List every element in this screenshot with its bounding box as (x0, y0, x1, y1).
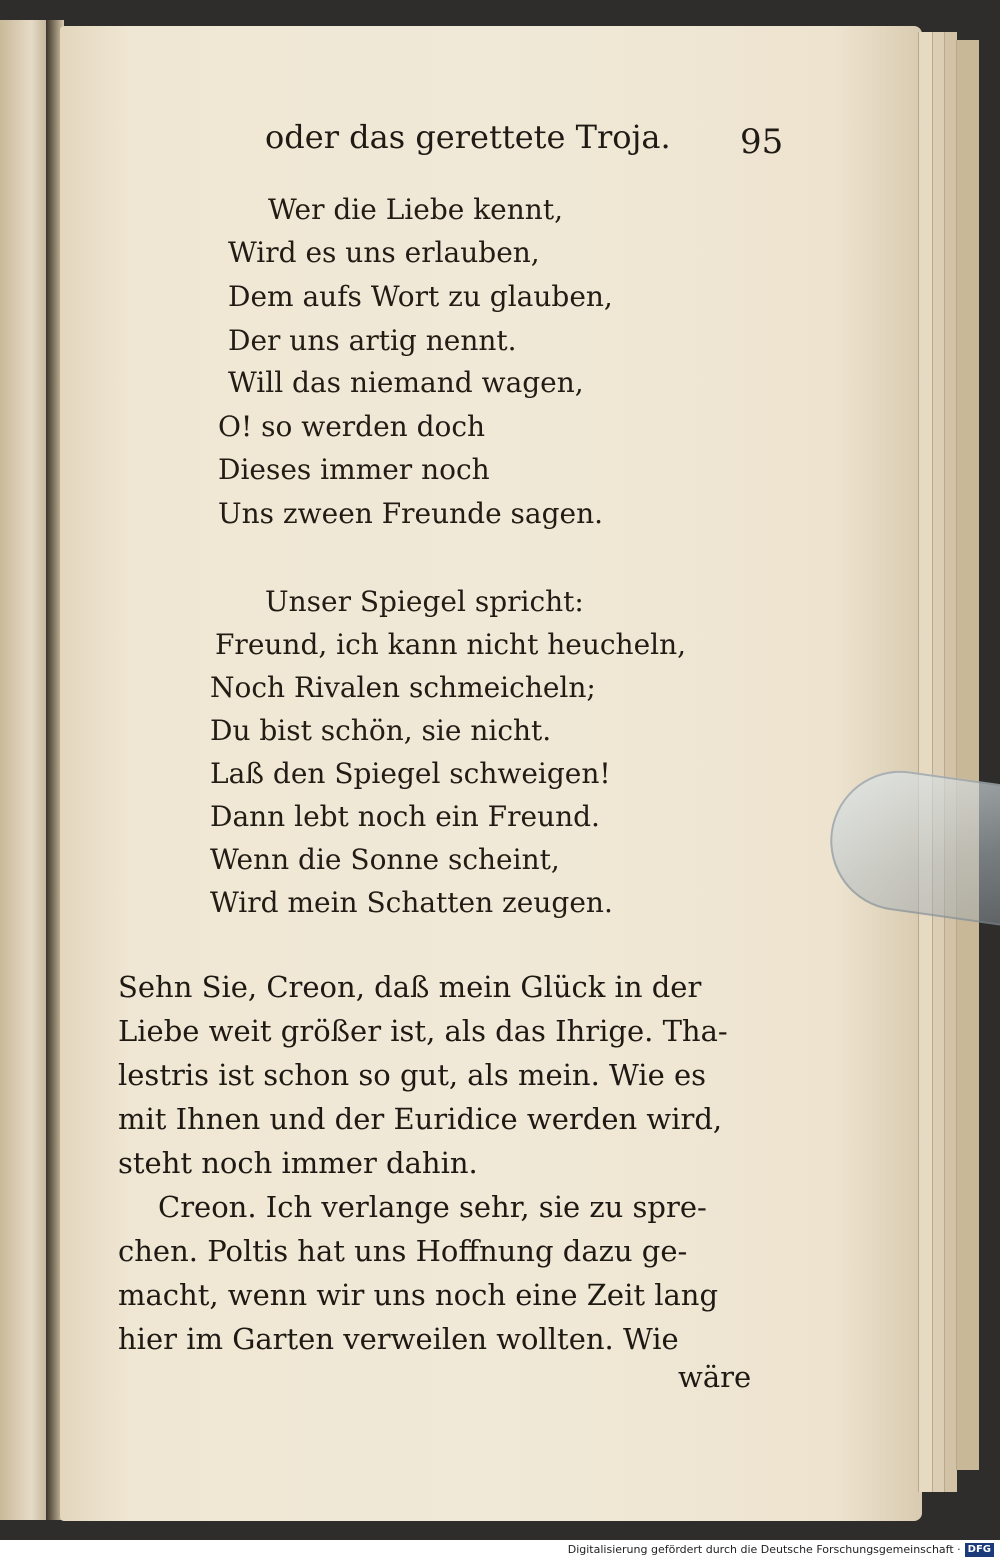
book-cover-edge (956, 40, 979, 1470)
verse-line: Der uns artig nennt. (228, 324, 517, 357)
footer-credit: Digitalisierung gefördert durch die Deutsche Forschungsgemeinschaft · (567, 1543, 961, 1556)
prose-line: chen. Poltis hat uns Hoffnung dazu ge- (118, 1234, 688, 1268)
verse-line: Will das niemand wagen, (228, 366, 584, 399)
verse-line: Du bist schön, sie nicht. (210, 714, 552, 747)
verse-line: Uns zween Freunde sagen. (218, 497, 604, 530)
verse-line: Dieses immer noch (218, 453, 490, 486)
verse-line: Freund, ich kann nicht heucheln, (215, 628, 687, 661)
verse-line: Wer die Liebe kennt, (268, 193, 563, 226)
verse-line: Wird es uns erlauben, (228, 236, 540, 269)
verse-line: O! so werden doch (218, 410, 486, 443)
verse-line: Laß den Spiegel schweigen! (210, 757, 611, 790)
verse-line: Unser Spiegel spricht: (265, 585, 584, 618)
dfg-logo: DFG (965, 1543, 994, 1557)
prose-line: steht noch immer dahin. (118, 1146, 478, 1180)
prose-line: Sehn Sie, Creon, daß mein Glück in der (118, 970, 702, 1004)
prose-line: lestris ist schon so gut, als mein. Wie es (118, 1058, 707, 1092)
prose-line: hier im Garten verweilen wollten. Wie (118, 1322, 679, 1356)
page-edge (918, 32, 933, 1492)
verse-line: Wird mein Schatten zeugen. (210, 886, 613, 919)
page-number: 95 (740, 122, 784, 162)
verse-line: Wenn die Sonne scheint, (210, 843, 560, 876)
left-page-edge (0, 20, 52, 1520)
prose-line: mit Ihnen und der Euridice werden wird, (118, 1102, 723, 1136)
digitization-footer (0, 1540, 1000, 1559)
prose-line: Liebe weit größer ist, als das Ihrige. Tha- (118, 1014, 728, 1048)
verse-line: Noch Rivalen schmeicheln; (210, 671, 596, 704)
catchword: wäre (678, 1360, 752, 1394)
verse-line: Dann lebt noch ein Freund. (210, 800, 600, 833)
prose-line-speaker: Creon. Ich verlange sehr, sie zu spre- (158, 1190, 707, 1224)
running-title: oder das gerettete Troja. (265, 118, 671, 156)
verse-line: Dem aufs Wort zu glauben, (228, 280, 613, 313)
prose-line: macht, wenn wir uns noch eine Zeit lang (118, 1278, 719, 1312)
